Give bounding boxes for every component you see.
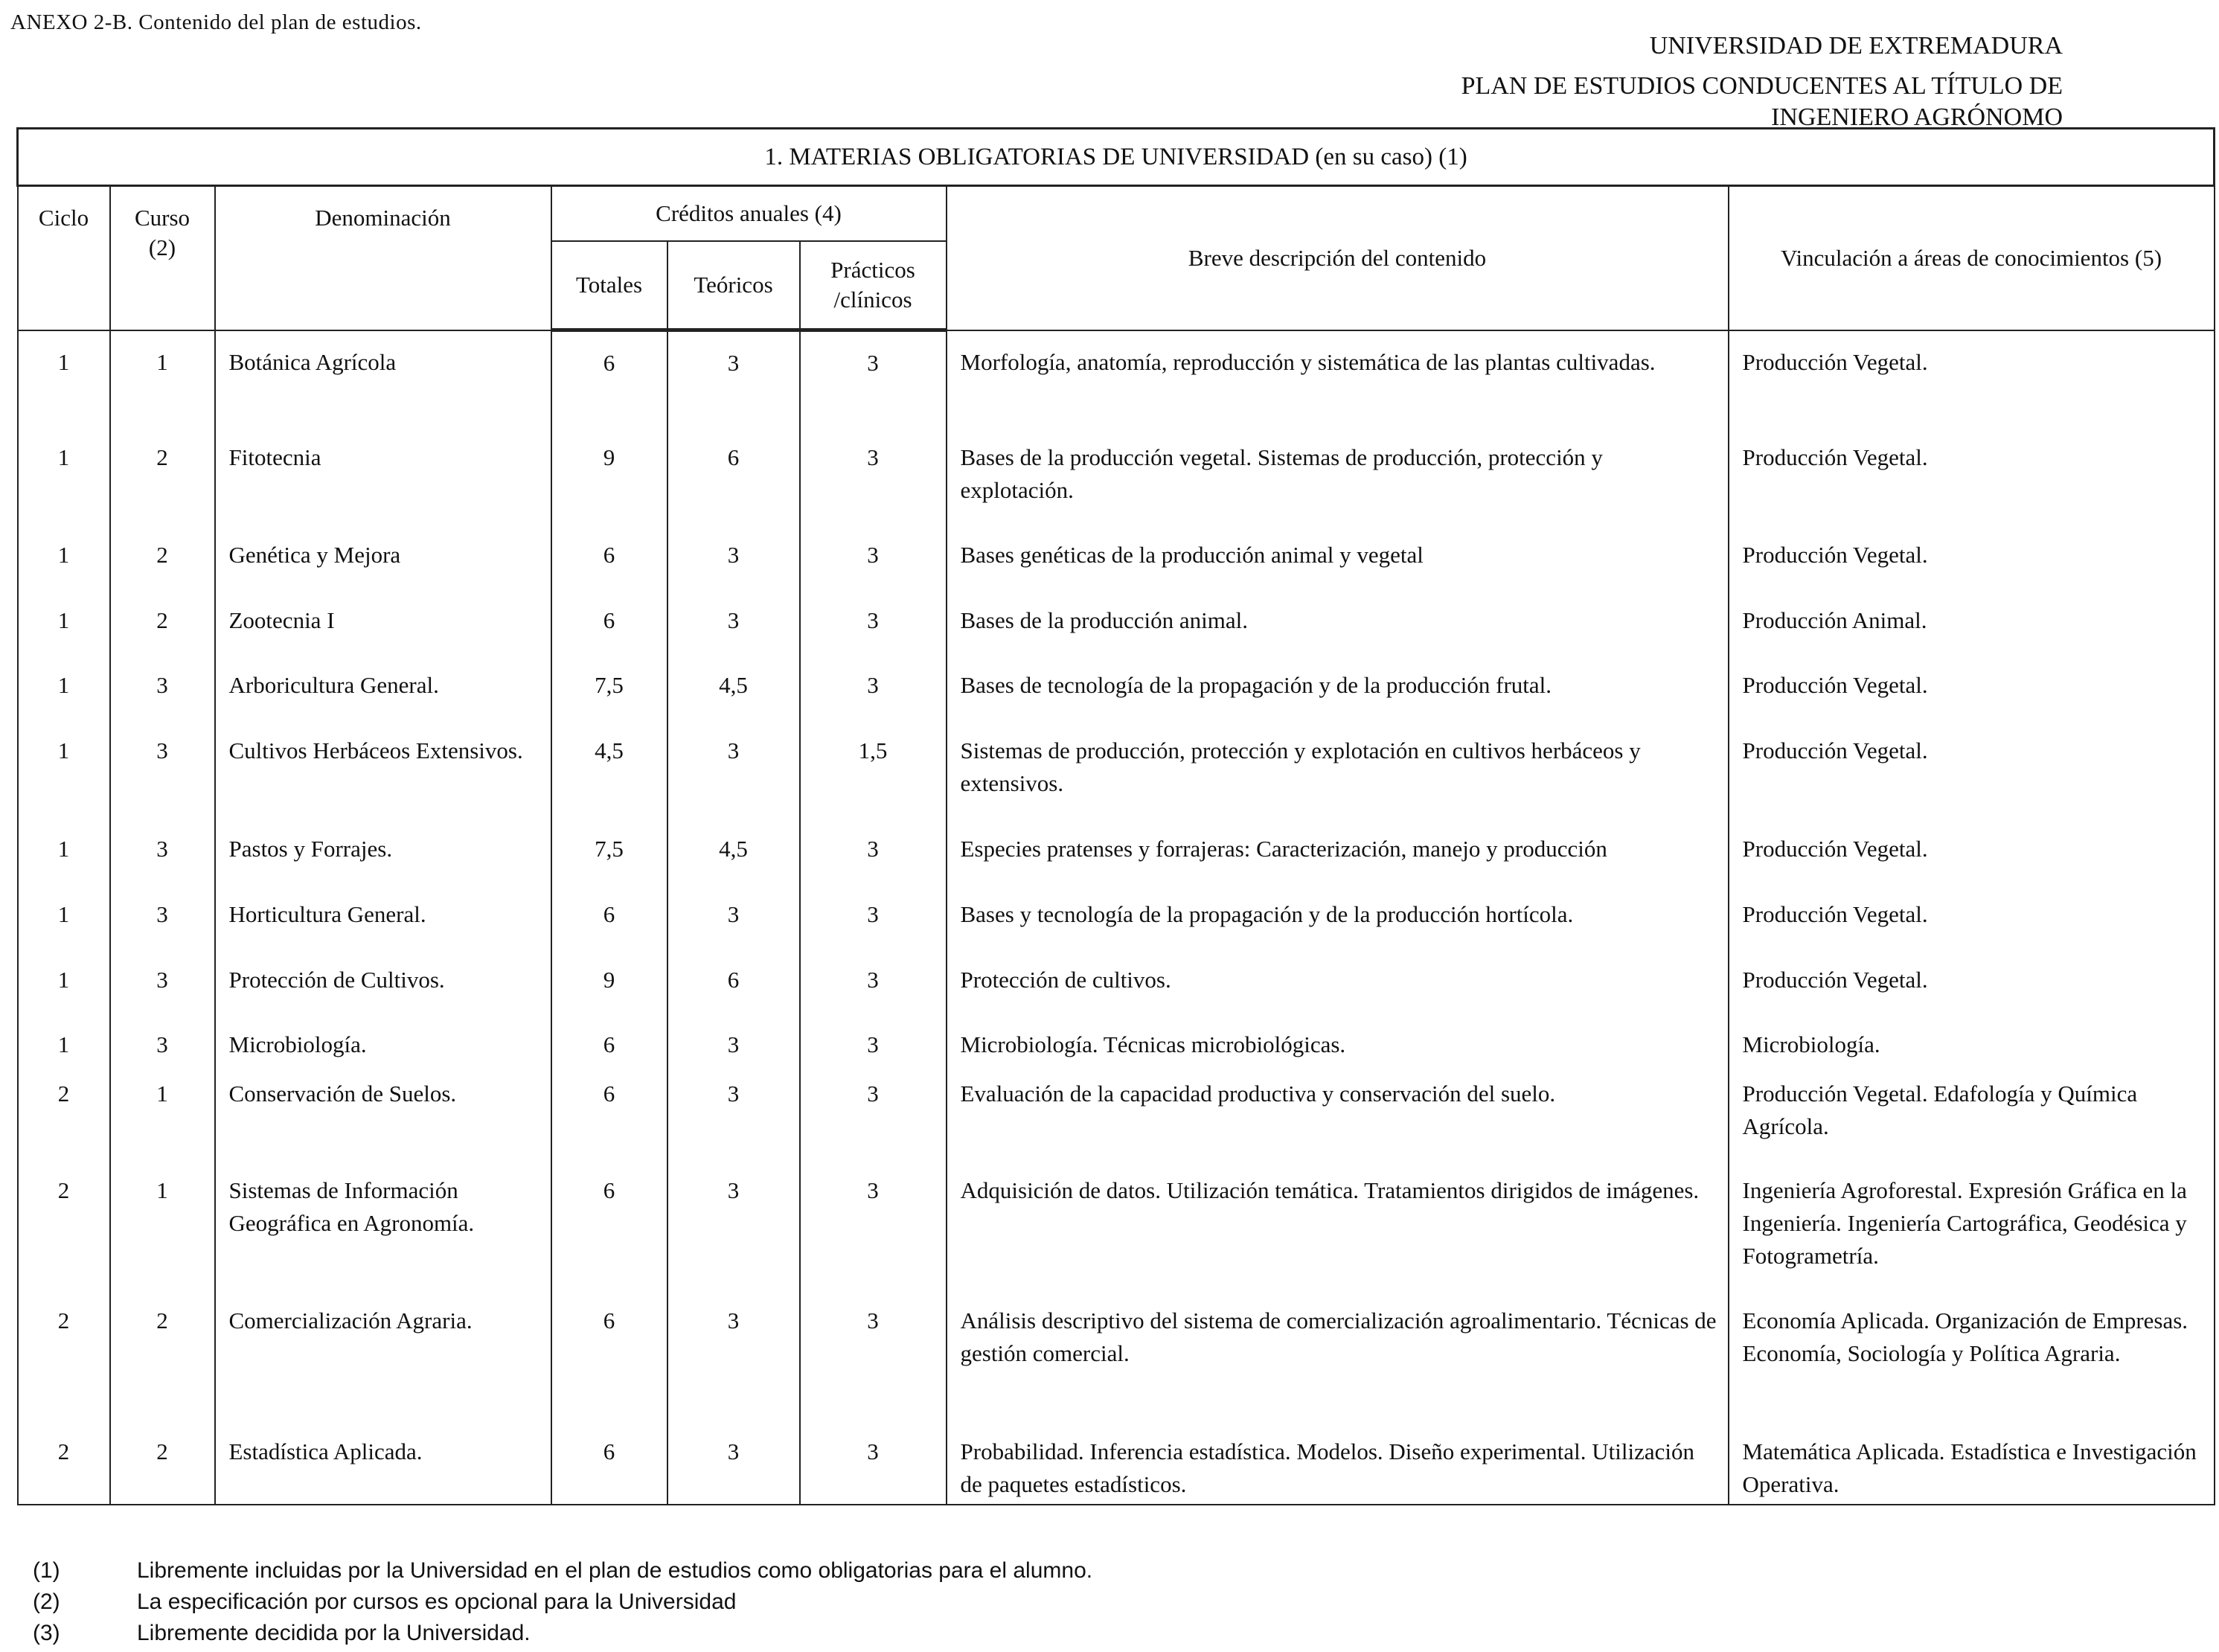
cell-curso: 2	[110, 1421, 215, 1505]
cell-teoricos: 3	[667, 524, 800, 589]
annex-label: ANEXO 2-B. Contenido del plan de estudios.	[10, 10, 422, 34]
cell-totales: 6	[551, 1421, 667, 1505]
col-totales-header: Totales	[551, 241, 667, 330]
cell-teoricos: 3	[667, 883, 800, 949]
cell-vinculacion: Producción Vegetal.	[1729, 949, 2215, 1014]
cell-curso: 3	[110, 949, 215, 1014]
col-creditos-header: Créditos anuales (4)	[551, 186, 947, 242]
cell-vinculacion: Producción Vegetal.	[1729, 524, 2215, 589]
cell-descripcion: Bases de tecnología de la propagación y de la producción frutal.	[947, 654, 1729, 720]
cell-totales: 9	[551, 949, 667, 1014]
cell-denominacion: Cultivos Herbáceos Extensivos.	[215, 720, 551, 818]
cell-teoricos: 3	[667, 1290, 800, 1421]
table-row	[18, 589, 2215, 655]
cell-ciclo: 1	[18, 720, 110, 818]
cell-curso: 1	[110, 1159, 215, 1290]
cell-denominacion: Horticultura General.	[215, 883, 551, 949]
cell-totales: 7,5	[551, 654, 667, 720]
cell-teoricos: 6	[667, 949, 800, 1014]
table-row	[18, 524, 2215, 589]
cell-denominacion: Botánica Agrícola	[215, 330, 551, 427]
cell-practicos: 3	[800, 524, 947, 589]
cell-curso: 2	[110, 1290, 215, 1421]
table-row	[18, 654, 2215, 720]
cell-teoricos: 4,5	[667, 818, 800, 883]
table-row	[18, 1063, 2215, 1160]
cell-descripcion: Análisis descriptivo del sistema de comercialización agroalimentario. Técnicas de gestión comercial.	[947, 1290, 1729, 1421]
cell-curso: 2	[110, 524, 215, 589]
footnote-number: (1)	[33, 1558, 60, 1583]
col-practicos-header	[800, 241, 947, 330]
cell-descripcion: Bases genéticas de la producción animal y vegetal	[947, 524, 1729, 589]
cell-ciclo: 1	[18, 330, 110, 427]
cell-totales: 6	[551, 330, 667, 427]
cell-practicos: 3	[800, 883, 947, 949]
cell-vinculacion: Producción Vegetal.	[1729, 426, 2215, 524]
cell-ciclo: 1	[18, 654, 110, 720]
cell-descripcion: Probabilidad. Inferencia estadística. Modelos. Diseño experimental. Utilización de paquetes estadísticos.	[947, 1421, 1729, 1505]
cell-practicos: 3	[800, 330, 947, 427]
footnote-number: (3)	[33, 1621, 60, 1645]
cell-vinculacion: Producción Vegetal.	[1729, 720, 2215, 818]
cell-practicos: 1,5	[800, 720, 947, 818]
cell-denominacion: Genética y Mejora	[215, 524, 551, 589]
cell-ciclo: 1	[18, 524, 110, 589]
cell-ciclo: 1	[18, 1014, 110, 1062]
cell-ciclo: 1	[18, 426, 110, 524]
col-curso-note: (2)	[148, 234, 176, 260]
cell-curso: 1	[110, 1063, 215, 1160]
cell-denominacion: Pastos y Forrajes.	[215, 818, 551, 883]
footnote-text: Libremente incluidas por la Universidad en el plan de estudios como obligatorias para el alumno.	[137, 1558, 1093, 1583]
cell-descripcion: Bases y tecnología de la propagación y de la producción hortícola.	[947, 883, 1729, 949]
footnote-number: (2)	[33, 1589, 60, 1614]
plan-title-line1: PLAN DE ESTUDIOS CONDUCENTES AL TÍTULO DE	[1461, 72, 2063, 100]
cell-ciclo: 1	[18, 818, 110, 883]
cell-curso: 3	[110, 720, 215, 818]
footnote	[33, 1618, 1092, 1649]
col-ciclo-header: Ciclo	[18, 186, 110, 330]
cell-vinculacion: Producción Vegetal. Edafología y Química Agrícola.	[1729, 1063, 2215, 1160]
table-row	[18, 1159, 2215, 1290]
cell-descripcion: Bases de la producción animal.	[947, 589, 1729, 655]
cell-teoricos: 3	[667, 720, 800, 818]
cell-totales: 6	[551, 524, 667, 589]
footnote	[33, 1555, 1092, 1587]
col-clinicos-label: /clínicos	[833, 286, 912, 313]
cell-curso: 3	[110, 883, 215, 949]
cell-curso: 2	[110, 589, 215, 655]
cell-curso: 3	[110, 818, 215, 883]
cell-practicos: 3	[800, 1014, 947, 1062]
cell-teoricos: 3	[667, 1421, 800, 1505]
table-row	[18, 818, 2215, 883]
col-practicos-label: Prácticos	[830, 257, 915, 283]
table-body	[18, 330, 2215, 1505]
cell-descripcion: Especies pratenses y forrajeras: Caracterización, manejo y producción	[947, 818, 1729, 883]
cell-practicos: 3	[800, 1290, 947, 1421]
cell-vinculacion: Ingeniería Agroforestal. Expresión Gráfica en la Ingeniería. Ingeniería Cartográfica, Geodésica y Fotogrametría.	[1729, 1159, 2215, 1290]
cell-totales: 6	[551, 1290, 667, 1421]
cell-practicos: 3	[800, 1063, 947, 1160]
cell-ciclo: 2	[18, 1290, 110, 1421]
cell-descripcion: Adquisición de datos. Utilización temática. Tratamientos dirigidos de imágenes.	[947, 1159, 1729, 1290]
cell-totales: 9	[551, 426, 667, 524]
cell-vinculacion: Matemática Aplicada. Estadística e Investigación Operativa.	[1729, 1421, 2215, 1505]
cell-ciclo: 1	[18, 949, 110, 1014]
table-title: 1. MATERIAS OBLIGATORIAS DE UNIVERSIDAD (en su caso) (1)	[18, 129, 2215, 186]
cell-teoricos: 3	[667, 1159, 800, 1290]
cell-totales: 6	[551, 589, 667, 655]
cell-practicos: 3	[800, 589, 947, 655]
cell-practicos: 3	[800, 426, 947, 524]
cell-denominacion: Zootecnia I	[215, 589, 551, 655]
table-row	[18, 330, 2215, 427]
cell-denominacion: Sistemas de Información Geográfica en Agronomía.	[215, 1159, 551, 1290]
cell-denominacion: Arboricultura General.	[215, 654, 551, 720]
col-descripcion-header: Breve descripción del contenido	[947, 186, 1729, 330]
table-row	[18, 426, 2215, 524]
footnote	[33, 1587, 1092, 1618]
cell-totales: 6	[551, 1159, 667, 1290]
cell-totales: 4,5	[551, 720, 667, 818]
cell-denominacion: Comercialización Agraria.	[215, 1290, 551, 1421]
cell-descripcion: Bases de la producción vegetal. Sistemas de producción, protección y explotación.	[947, 426, 1729, 524]
cell-practicos: 3	[800, 1421, 947, 1505]
cell-descripcion: Sistemas de producción, protección y explotación en cultivos herbáceos y extensivos.	[947, 720, 1729, 818]
table-row	[18, 1014, 2215, 1062]
col-denominacion-header: Denominación	[215, 186, 551, 330]
cell-vinculacion: Producción Vegetal.	[1729, 818, 2215, 883]
cell-descripcion: Microbiología. Técnicas microbiológicas.	[947, 1014, 1729, 1062]
table-row	[18, 720, 2215, 818]
cell-teoricos: 3	[667, 1014, 800, 1062]
cell-totales: 7,5	[551, 818, 667, 883]
cell-practicos: 3	[800, 818, 947, 883]
cell-denominacion: Protección de Cultivos.	[215, 949, 551, 1014]
footnote-text: Libremente decidida por la Universidad.	[137, 1621, 531, 1645]
table-row	[18, 1421, 2215, 1505]
cell-vinculacion: Economía Aplicada. Organización de Empresas. Economía, Sociología y Política Agraria.	[1729, 1290, 2215, 1421]
cell-vinculacion: Producción Vegetal.	[1729, 883, 2215, 949]
cell-totales: 6	[551, 1063, 667, 1160]
cell-curso: 1	[110, 330, 215, 427]
plan-title-line2: INGENIERO AGRÓNOMO	[1771, 103, 2063, 131]
col-curso-label: Curso	[134, 205, 190, 231]
cell-ciclo: 1	[18, 883, 110, 949]
cell-vinculacion: Producción Vegetal.	[1729, 654, 2215, 720]
cell-ciclo: 2	[18, 1063, 110, 1160]
cell-descripcion: Protección de cultivos.	[947, 949, 1729, 1014]
cell-teoricos: 6	[667, 426, 800, 524]
col-vinculacion-header: Vinculación a áreas de conocimientos (5)	[1729, 186, 2215, 330]
cell-teoricos: 3	[667, 1063, 800, 1160]
cell-teoricos: 3	[667, 589, 800, 655]
cell-ciclo: 2	[18, 1421, 110, 1505]
cell-descripcion: Morfología, anatomía, reproducción y sistemática de las plantas cultivadas.	[947, 330, 1729, 427]
university-name: UNIVERSIDAD DE EXTREMADURA	[1649, 32, 2063, 60]
cell-vinculacion: Producción Vegetal.	[1729, 330, 2215, 427]
table-row	[18, 1290, 2215, 1421]
cell-vinculacion: Microbiología.	[1729, 1014, 2215, 1062]
cell-teoricos: 3	[667, 330, 800, 427]
cell-descripcion: Evaluación de la capacidad productiva y conservación del suelo.	[947, 1063, 1729, 1160]
cell-ciclo: 1	[18, 589, 110, 655]
cell-curso: 2	[110, 426, 215, 524]
cell-teoricos: 4,5	[667, 654, 800, 720]
cell-totales: 6	[551, 883, 667, 949]
subjects-table	[16, 127, 2215, 1505]
cell-curso: 3	[110, 654, 215, 720]
col-teoricos-header: Teóricos	[667, 241, 800, 330]
footnote-text: La especificación por cursos es opcional para la Universidad	[137, 1589, 737, 1614]
footnotes	[33, 1555, 1092, 1649]
cell-denominacion: Estadística Aplicada.	[215, 1421, 551, 1505]
document-heading	[1461, 28, 2063, 131]
cell-curso: 3	[110, 1014, 215, 1062]
cell-vinculacion: Producción Animal.	[1729, 589, 2215, 655]
cell-denominacion: Microbiología.	[215, 1014, 551, 1062]
cell-totales: 6	[551, 1014, 667, 1062]
cell-denominacion: Fitotecnia	[215, 426, 551, 524]
cell-practicos: 3	[800, 1159, 947, 1290]
table-row	[18, 883, 2215, 949]
cell-practicos: 3	[800, 654, 947, 720]
cell-ciclo: 2	[18, 1159, 110, 1290]
col-curso-header	[110, 186, 215, 330]
cell-practicos: 3	[800, 949, 947, 1014]
table-row	[18, 949, 2215, 1014]
cell-denominacion: Conservación de Suelos.	[215, 1063, 551, 1160]
